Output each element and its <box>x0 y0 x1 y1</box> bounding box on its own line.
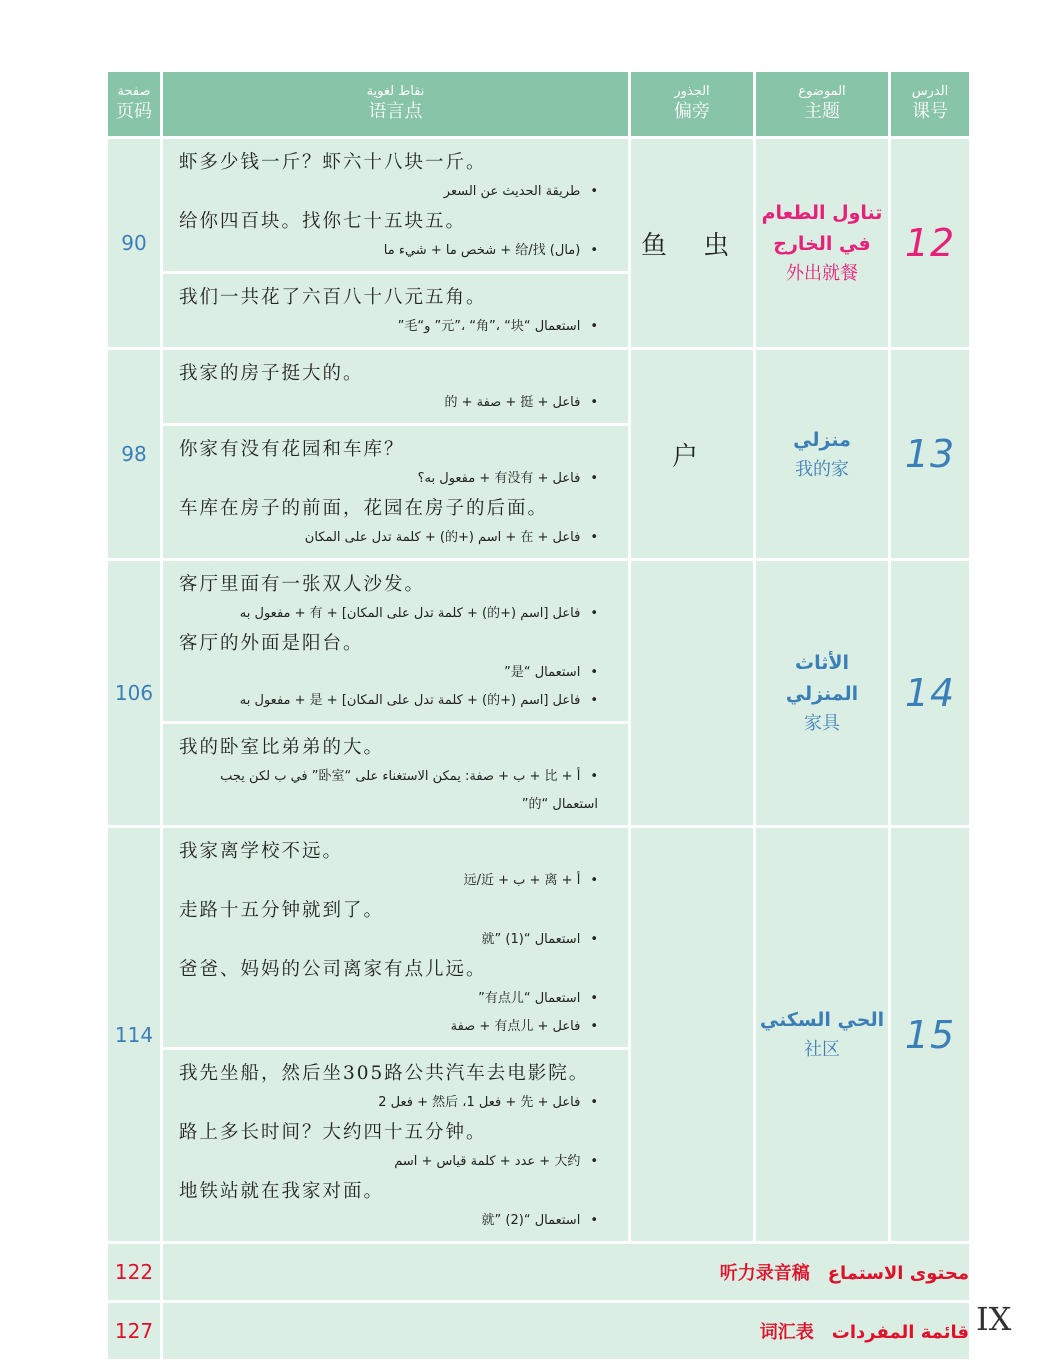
topic-cell <box>756 558 891 825</box>
example-sentence: 我们一共花了六百八十八元五角。 <box>179 287 487 308</box>
header-language-points: نقاط لغوية 语言点 <box>163 72 631 136</box>
grammar-note: • استعمال “就” (1) <box>179 926 598 954</box>
grammar-note: • فاعل + 有点儿 + صفة <box>179 1013 598 1041</box>
language-points-cell <box>163 558 631 825</box>
footer-title: محتوى الاستماع 听力录音稿 <box>163 1241 969 1300</box>
topic-cell <box>756 347 891 558</box>
example-sentence: 车库在房子的前面，花园在房子的后面。 <box>179 498 549 519</box>
language-point-block <box>163 350 628 426</box>
footer-page-number: 127 <box>108 1300 163 1359</box>
topic-chinese: 家具 <box>804 713 840 734</box>
lesson-number: 14 <box>891 558 969 825</box>
grammar-note: • فاعل + 挺 + صفة + 的 <box>179 389 598 417</box>
language-point-block <box>163 828 628 1050</box>
grammar-note: • استعمال “有点儿” <box>179 985 598 1013</box>
example-sentence: 我先坐船，然后坐305路公共汽车去电影院。 <box>179 1063 590 1084</box>
example-sentence: 给你四百块。找你七十五块五。 <box>179 211 467 232</box>
lesson-number: 15 <box>891 825 969 1241</box>
example-sentence: 虾多少钱一斤？虾六十八块一斤。 <box>179 152 487 173</box>
grammar-note: • 大约 + عدد + كلمة قياس + اسم <box>179 1148 598 1176</box>
topic-arabic: الحي السكني <box>759 1009 885 1031</box>
example-sentence: 爸爸、妈妈的公司离家有点儿远。 <box>179 959 487 980</box>
grammar-note: • فاعل [اسم (+的) + كلمة تدل على المكان] + 有 + مفعول به <box>179 600 598 628</box>
page-number-cell: 98 <box>108 347 163 558</box>
topic-arabic: منزلي <box>793 428 851 451</box>
grammar-note: • أ + 离 + ب + 远/近 <box>179 867 598 895</box>
topic-cell <box>756 136 891 347</box>
topic-chinese: 社区 <box>804 1039 840 1060</box>
language-point-block <box>163 139 628 274</box>
topic-chinese: 我的家 <box>795 458 849 480</box>
page-number-cell: 106 <box>108 558 163 825</box>
radical-cell <box>631 558 756 825</box>
example-sentence: 你家有没有花园和车库？ <box>179 439 405 460</box>
grammar-note: • استعمال “元”، “角”، “块” و“毛” <box>179 313 598 341</box>
header-page: صفحة 页码 <box>108 72 163 136</box>
radical-cell: 户 <box>631 347 756 558</box>
lesson-row <box>108 136 969 347</box>
lesson-number: 13 <box>891 347 969 558</box>
topic-arabic: الأثاث المنزلي <box>785 652 859 705</box>
grammar-note: • طريقة الحديث عن السعر <box>179 178 598 206</box>
example-sentence: 我家离学校不远。 <box>179 841 344 862</box>
lesson-row <box>108 558 969 825</box>
header-radicals: الجذور 偏旁 <box>631 72 756 136</box>
grammar-note: • (مال) 给/找 + شخص ما + شيء ما <box>179 237 598 265</box>
page-number-cell: 114 <box>108 825 163 1241</box>
header-topic: الموضوع 主题 <box>756 72 891 136</box>
footer-row <box>108 1241 969 1300</box>
language-point-block <box>163 1050 628 1241</box>
topic-cell <box>756 825 891 1241</box>
example-sentence: 路上多长时间？大约四十五分钟。 <box>179 1122 487 1143</box>
radical-cell <box>631 825 756 1241</box>
grammar-note: • فاعل + 先 + فعل 1، 然后 + فعل 2 <box>179 1089 598 1117</box>
language-point-block <box>163 426 628 558</box>
language-point-block <box>163 724 628 825</box>
header-lesson: الدرس 课号 <box>891 72 969 136</box>
example-sentence: 走路十五分钟就到了。 <box>179 900 385 921</box>
example-sentence: 客厅的外面是阳台。 <box>179 633 364 654</box>
lesson-row <box>108 825 969 1241</box>
example-sentence: 我的卧室比弟弟的大。 <box>179 737 385 758</box>
table-of-contents <box>108 72 969 1359</box>
example-sentence: 我家的房子挺大的。 <box>179 363 364 384</box>
grammar-note: • استعمال “就” (2) <box>179 1207 598 1235</box>
footer-title: قائمة المفردات 词汇表 <box>163 1300 969 1359</box>
language-points-cell <box>163 825 631 1241</box>
language-point-block <box>163 561 628 724</box>
page-number-cell: 90 <box>108 136 163 347</box>
example-sentence: 地铁站就在我家对面。 <box>179 1181 385 1202</box>
footer-page-number: 122 <box>108 1241 163 1300</box>
topic-arabic: تناول الطعام في الخارج <box>761 202 883 255</box>
grammar-note: • فاعل + 有没有 + مفعول به؟ <box>179 465 598 493</box>
lesson-row <box>108 347 969 558</box>
language-points-cell <box>163 347 631 558</box>
grammar-note: • أ + 比 + ب + صفة: يمكن الاستغناء على “卧室” في ب لكن يجب استعمال “的” <box>179 763 598 819</box>
topic-chinese: 外出就餐 <box>786 263 858 284</box>
radical-cell: 鱼 虫 <box>631 136 756 347</box>
grammar-note: • استعمال “是” <box>179 659 598 687</box>
language-points-cell <box>163 136 631 347</box>
grammar-note: • فاعل [اسم (+的) + كلمة تدل على المكان] + 是 + مفعول به <box>179 687 598 715</box>
example-sentence: 客厅里面有一张双人沙发。 <box>179 574 426 595</box>
language-point-block <box>163 274 628 347</box>
page-number: IX <box>976 1300 1012 1338</box>
footer-row <box>108 1300 969 1359</box>
lesson-number: 12 <box>891 136 969 347</box>
table-header <box>108 72 969 136</box>
grammar-note: • فاعل + 在 + اسم (+的) + كلمة تدل على المكان <box>179 524 598 552</box>
